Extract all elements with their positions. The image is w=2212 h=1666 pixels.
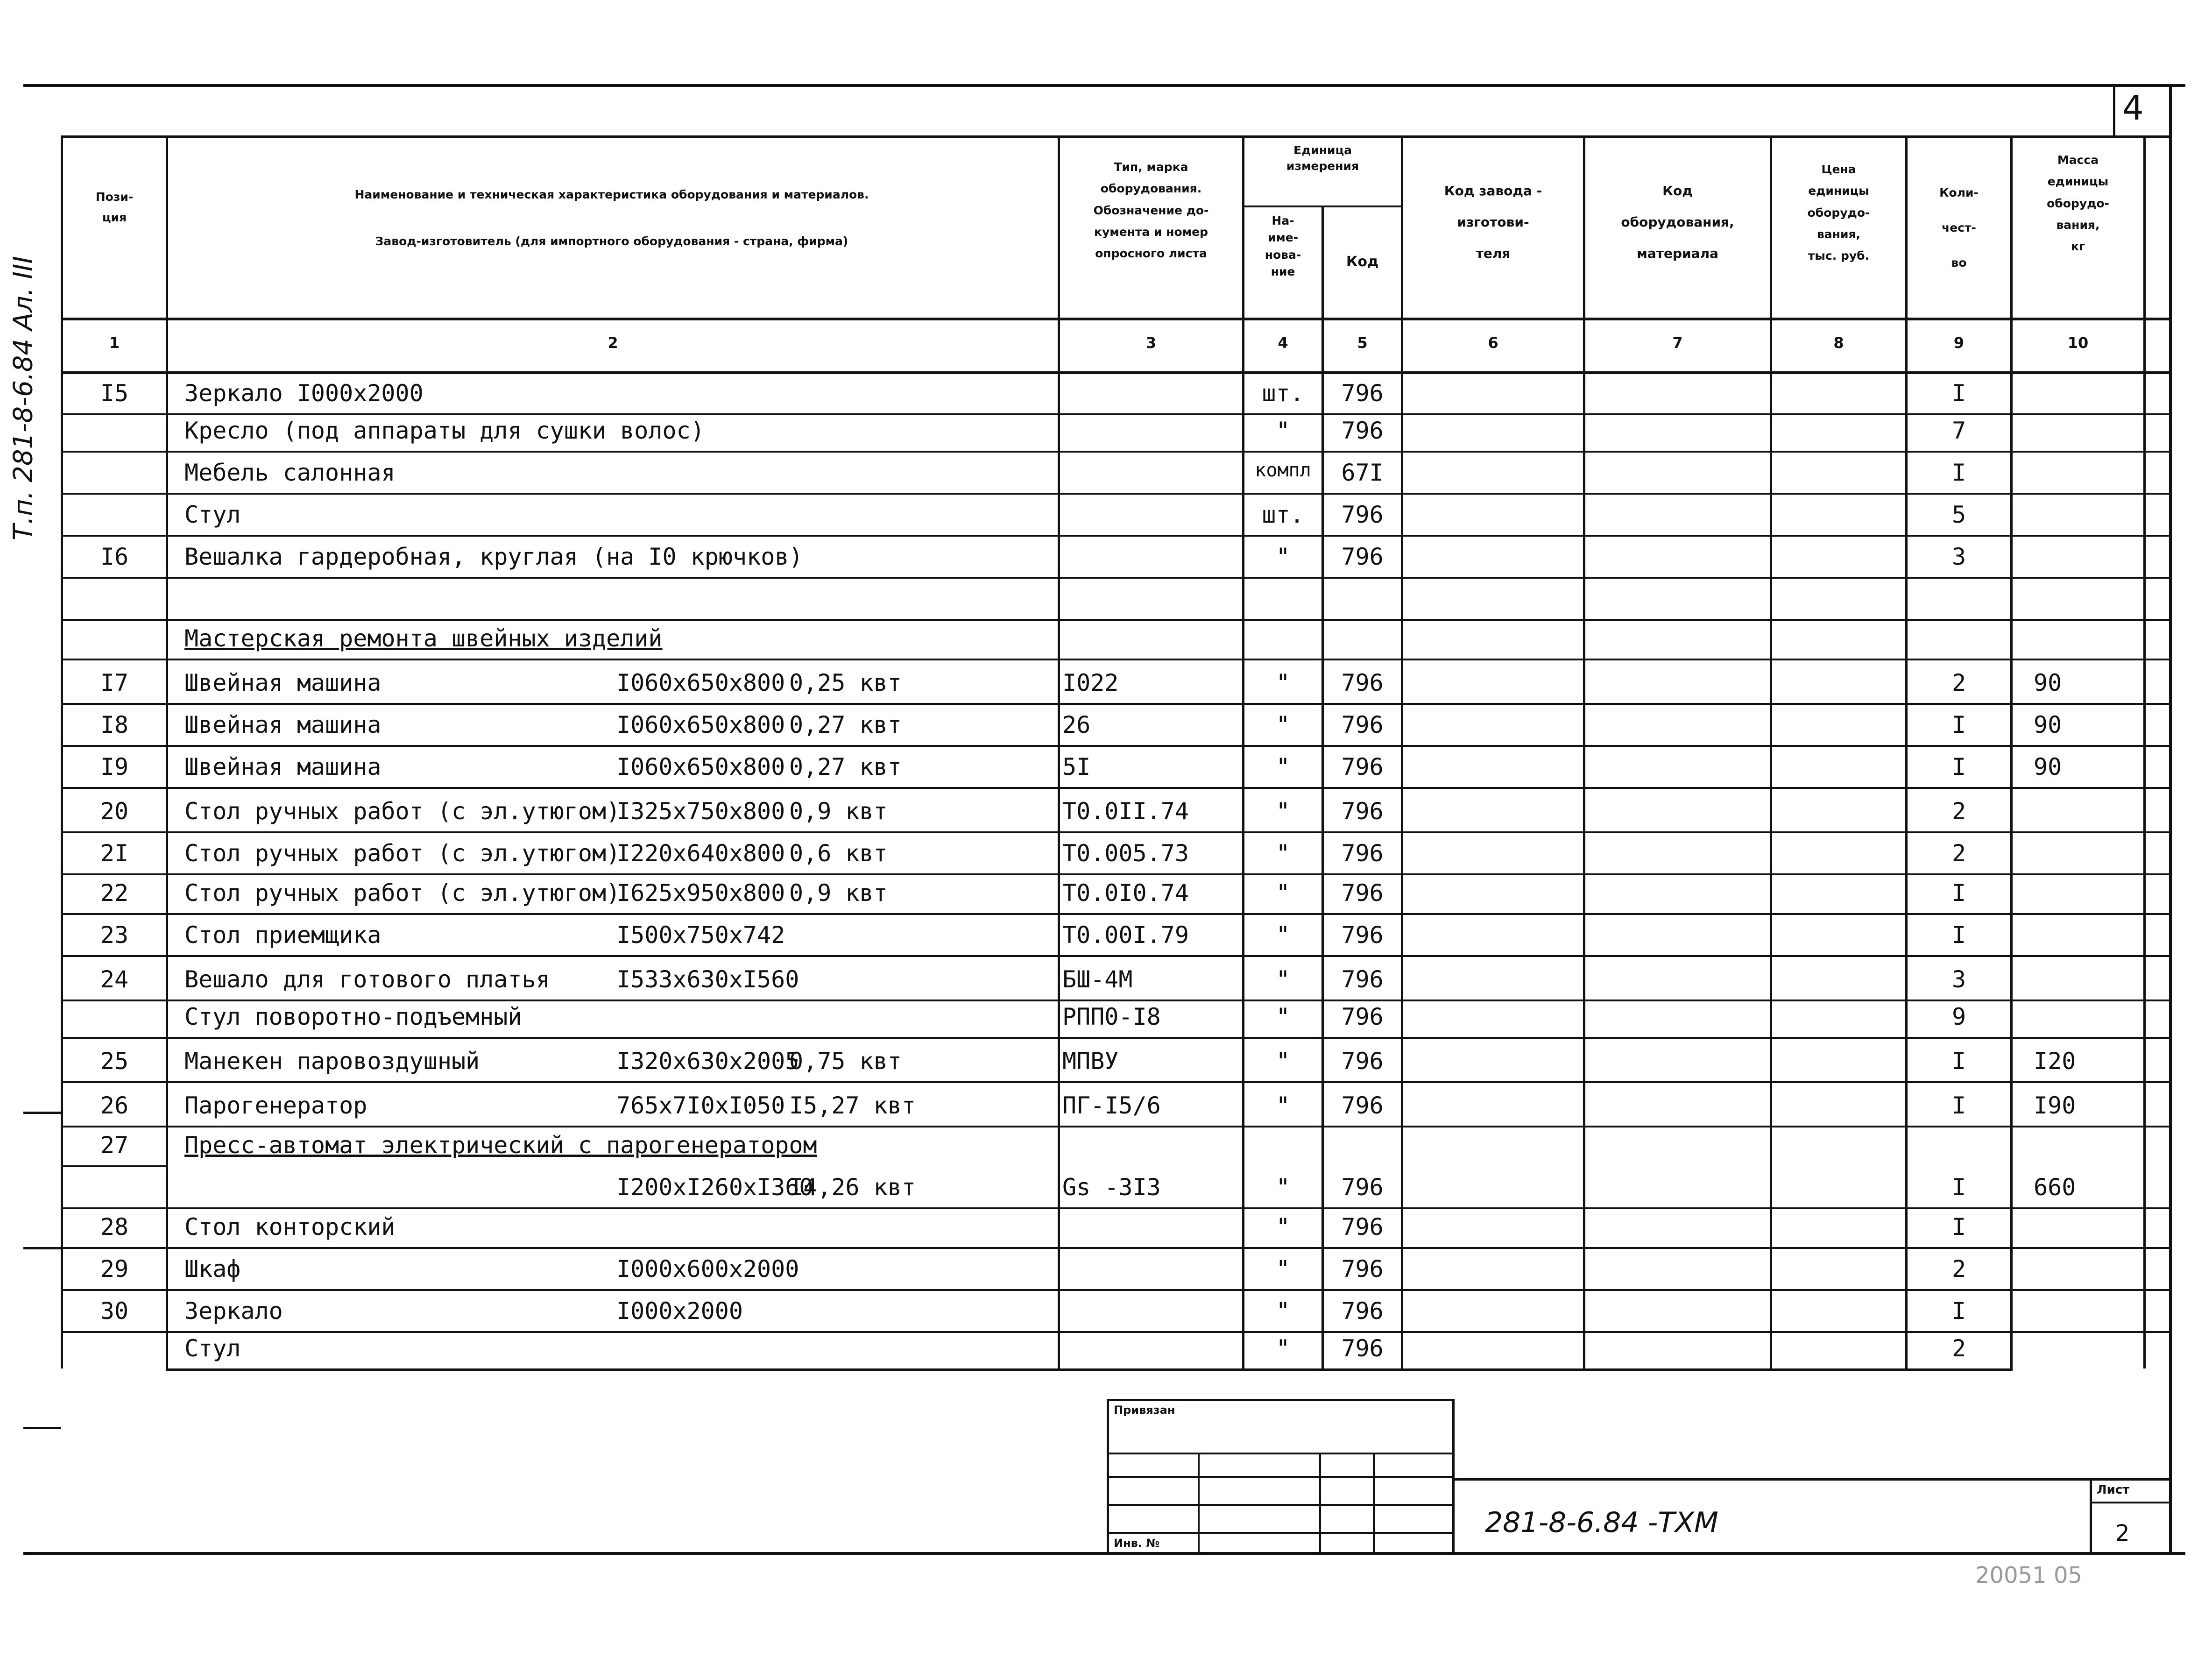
bottom-number: 20051 05	[1975, 1562, 2083, 1588]
cell-power: 0,27 квт	[789, 753, 902, 780]
colnum-bottom	[61, 371, 2171, 374]
cell-name: Швейная машина	[184, 711, 382, 738]
col-border	[2143, 135, 2146, 1368]
colnum: 4	[1278, 334, 1288, 352]
colnum: 7	[1672, 334, 1683, 352]
cell-unit: "	[1276, 798, 1290, 825]
cell-dims: I060x650x800	[616, 669, 785, 696]
cell-power: 0,25 квт	[789, 669, 902, 696]
colnum: 9	[1953, 334, 1965, 352]
row-divider	[61, 1081, 2171, 1083]
row-divider	[61, 619, 2171, 621]
cell-pos: I9	[100, 753, 129, 780]
cell-name: Стол ручных работ (с эл.утюгом)	[184, 840, 621, 867]
cell-code: 796	[1341, 1048, 1384, 1075]
cell-name: Вешалка гардеробная, круглая (на I0 крючков)	[184, 543, 803, 570]
cell-pos: 30	[100, 1297, 129, 1325]
cell-code: 796	[1341, 879, 1384, 907]
cell-type: Т0.00I.79	[1062, 922, 1189, 949]
cell-qty: I	[1951, 1213, 1966, 1241]
cell-power: I4,26 квт	[789, 1174, 916, 1201]
cell-code: 796	[1341, 417, 1384, 444]
cell-type: 26	[1062, 711, 1091, 738]
cell-pos: 28	[100, 1213, 129, 1241]
cell-type: Т0.0I0.74	[1062, 879, 1189, 907]
table-top	[61, 135, 2171, 138]
cell-pos: 27	[100, 1132, 129, 1159]
cell-code: 796	[1341, 922, 1384, 949]
cell-unit: "	[1276, 922, 1290, 949]
cell-code: 796	[1341, 798, 1384, 825]
cell-qty: I	[1951, 1174, 1966, 1201]
row-divider	[61, 787, 2171, 789]
cell-pos: 20	[100, 798, 129, 825]
frame-left	[61, 135, 63, 1368]
cell-name: Швейная машина	[184, 669, 382, 696]
cell-mass: 90	[2034, 711, 2062, 738]
cell-pos: 26	[100, 1092, 129, 1119]
row-divider	[61, 831, 2171, 833]
cell-type: 5I	[1062, 753, 1091, 780]
cell-pos: 22	[100, 879, 129, 907]
cell-qty: I	[1951, 1048, 1966, 1075]
cell-name: Стол конторский	[184, 1213, 396, 1241]
stamp-line	[2090, 1502, 2171, 1503]
cell-pos: 23	[100, 922, 129, 949]
header-mass: Масса единицы оборудо- вания, кг	[2047, 153, 2109, 253]
header-name-line2: Завод-изготовитель (для импортного оборудования - страна, фирма)	[375, 234, 848, 248]
table-bottom	[166, 1368, 2013, 1371]
sheet-number: 2	[2115, 1520, 2130, 1546]
cell-dims: I220x640x800	[616, 840, 785, 867]
stamp-line	[1107, 1532, 1455, 1534]
cell-qty: I	[1951, 879, 1966, 907]
cell-code: 796	[1341, 1174, 1384, 1201]
row-divider	[61, 1247, 2171, 1249]
cell-qty: I	[1951, 1092, 1966, 1119]
row-divider	[61, 745, 2171, 747]
cell-dims: I060x650x800	[616, 753, 785, 780]
row-divider	[61, 1000, 2171, 1001]
cell-dims: I500x750x742	[616, 922, 785, 949]
cell-code: 796	[1341, 1335, 1384, 1362]
document-code: 281-8-6.84 -ТХМ	[1485, 1506, 1718, 1539]
stamp-line	[1107, 1399, 1455, 1401]
stamp-line	[1107, 1476, 1455, 1478]
cell-name: Швейная машина	[184, 753, 382, 780]
cell-unit: "	[1276, 1003, 1290, 1030]
cell-type: БШ-4М	[1062, 966, 1133, 993]
cell-name: Вешало для готового платья	[184, 966, 550, 993]
cell-qty: I	[1951, 380, 1966, 407]
row-divider	[61, 1165, 168, 1167]
cell-qty: 3	[1951, 966, 1966, 993]
cell-mass: 660	[2034, 1174, 2076, 1201]
side-stamp: Т.п. 281-8-6.84 Ал. III	[8, 256, 39, 540]
col-border	[1770, 135, 1772, 1368]
cell-dims: I625x950x800	[616, 879, 785, 907]
cell-power: 0,6 квт	[789, 840, 888, 867]
cell-qty: 9	[1951, 1003, 1966, 1030]
row-divider	[61, 451, 2171, 453]
cell-name: Стол ручных работ (с эл.утюгом)	[184, 798, 621, 825]
cell-code: 796	[1341, 501, 1384, 528]
edge-tick	[23, 1427, 61, 1429]
units-subheader-line	[1244, 206, 1403, 207]
cell-unit: "	[1276, 966, 1290, 993]
stamp-line	[2090, 1478, 2092, 1553]
cell-dims: I320x630x2005	[616, 1048, 799, 1075]
cell-dims: I000x2000	[616, 1297, 743, 1325]
edge-tick	[23, 1112, 61, 1114]
cell-type: Gs -3I3	[1062, 1174, 1161, 1201]
cell-pos: I5	[100, 380, 129, 407]
row-divider	[61, 577, 2171, 579]
frame-top	[23, 84, 2185, 87]
col-border	[2010, 135, 2013, 1368]
cell-code: 796	[1341, 380, 1384, 407]
row-divider	[61, 1331, 2171, 1333]
cell-power: 0,9 квт	[789, 879, 888, 907]
cell-qty: 2	[1951, 669, 1966, 696]
cell-pos: I8	[100, 711, 129, 738]
cell-power: 0,9 квт	[789, 798, 888, 825]
header-unit-group: Единица измерения	[1286, 143, 1359, 173]
cell-qty: I	[1951, 459, 1966, 486]
cell-mass: 90	[2034, 753, 2062, 780]
row-divider	[61, 873, 2171, 875]
cell-name: Парогенератор	[184, 1092, 367, 1119]
cell-name: Стул	[184, 1335, 241, 1362]
cell-unit: шт.	[1262, 380, 1304, 407]
cell-power: 0,27 квт	[789, 711, 902, 738]
cell-unit: "	[1276, 1213, 1290, 1241]
stamp-line	[1452, 1399, 1455, 1553]
cell-code: 796	[1341, 1213, 1384, 1241]
stamp-line	[1107, 1399, 1109, 1553]
stamp-line	[1107, 1504, 1455, 1506]
col-border	[1058, 135, 1060, 1368]
cell-name: Манекен паровоздушный	[184, 1048, 480, 1075]
cell-unit: компл	[1255, 460, 1311, 481]
cell-type: ПГ-I5/6	[1062, 1092, 1161, 1119]
cell-power: 0,75 квт	[789, 1048, 902, 1075]
row-divider	[61, 535, 2171, 537]
cell-type: I022	[1062, 669, 1119, 696]
col-border	[1583, 135, 1585, 1368]
cell-pos: 29	[100, 1255, 129, 1283]
cell-qty: I	[1951, 753, 1966, 780]
tied-label: Привязан	[1114, 1404, 1175, 1417]
cell-qty: 2	[1951, 840, 1966, 867]
row-divider	[61, 1289, 2171, 1291]
cell-qty: I	[1951, 711, 1966, 738]
cell-mass: I20	[2034, 1048, 2076, 1075]
header-price: Цена единицы оборудо- вания, тыс. руб.	[1807, 163, 1870, 262]
cell-dims: I533x630xI560	[616, 966, 799, 993]
stamp-line	[1198, 1453, 1200, 1553]
row-divider	[61, 1207, 2171, 1209]
colnum: 5	[1357, 334, 1368, 352]
cell-code: 796	[1341, 1092, 1384, 1119]
page-number: 4	[2122, 88, 2144, 128]
cell-qty: I	[1951, 922, 1966, 949]
cell-name: Кресло (под аппараты для сушки волос)	[184, 417, 705, 444]
stamp-line	[1452, 1478, 2171, 1481]
cell-code: 796	[1341, 711, 1384, 738]
frame-bottom	[23, 1552, 2185, 1555]
cell-dims: 765x7I0xI050	[616, 1092, 785, 1119]
cell-unit: "	[1276, 669, 1290, 696]
header-equipment-code: Код оборудования, материала	[1621, 183, 1734, 262]
row-divider	[61, 955, 2171, 957]
cell-unit: "	[1276, 417, 1290, 444]
cell-pos: 2I	[100, 840, 129, 867]
header-type: Тип, марка оборудования. Обозначение до- кумента и номер опросного листа	[1093, 160, 1209, 260]
cell-name: Зеркало I000x2000	[184, 380, 424, 407]
cell-qty: 2	[1951, 798, 1966, 825]
col-border	[1401, 135, 1403, 1368]
row-divider	[61, 493, 2171, 495]
sheet-label: Лист	[2097, 1483, 2130, 1497]
row-divider	[61, 913, 2171, 915]
cell-name: Пресс-автомат электрический с парогенератором	[184, 1132, 817, 1159]
colnum: 6	[1488, 334, 1498, 352]
cell-name: Зеркало	[184, 1297, 283, 1325]
cell-name: Стол ручных работ (с эл.утюгом)	[184, 879, 621, 907]
cell-code: 796	[1341, 840, 1384, 867]
cell-name: Мастерская ремонта швейных изделий	[184, 625, 663, 652]
cell-unit: "	[1276, 879, 1290, 907]
header-position: Пози- ция	[95, 190, 134, 224]
cell-dims: I200xI260xI360	[616, 1174, 813, 1201]
cell-unit: "	[1276, 1048, 1290, 1075]
cell-type: Т0.0II.74	[1062, 798, 1189, 825]
cell-name: Мебель салонная	[184, 459, 396, 486]
cell-mass: I90	[2034, 1092, 2076, 1119]
row-divider	[61, 659, 2171, 660]
cell-code: 796	[1341, 543, 1384, 570]
header-unit-code: Код	[1346, 254, 1379, 270]
cell-code: 67I	[1341, 459, 1384, 486]
cell-qty: 7	[1951, 417, 1966, 444]
row-divider	[61, 1126, 2171, 1127]
cell-unit: "	[1276, 711, 1290, 738]
cell-code: 796	[1341, 1297, 1384, 1325]
cell-qty: 2	[1951, 1335, 1966, 1362]
col-border	[166, 135, 168, 1368]
cell-pos: I6	[100, 543, 129, 570]
cell-code: 796	[1341, 669, 1384, 696]
stamp-line	[1373, 1453, 1375, 1553]
cell-name: Стул поворотно-подъемный	[184, 1003, 522, 1030]
cell-qty: 2	[1951, 1255, 1966, 1283]
cell-unit: "	[1276, 1092, 1290, 1119]
cell-unit: "	[1276, 1335, 1290, 1362]
edge-tick	[23, 1247, 61, 1249]
cell-pos: 24	[100, 966, 129, 993]
cell-pos: 25	[100, 1048, 129, 1075]
cell-qty: 5	[1951, 501, 1966, 528]
cell-unit: "	[1276, 1255, 1290, 1283]
cell-power: I5,27 квт	[789, 1092, 916, 1119]
cell-unit: "	[1276, 753, 1290, 780]
cell-unit: "	[1276, 543, 1290, 570]
cell-name: Шкаф	[184, 1255, 241, 1283]
cell-type: РПП0-I8	[1062, 1003, 1161, 1030]
cell-qty: 3	[1951, 543, 1966, 570]
cell-dims: I000x600x2000	[616, 1255, 799, 1283]
row-divider	[61, 413, 2171, 415]
colnum: 10	[2067, 334, 2089, 352]
cell-qty: I	[1951, 1297, 1966, 1325]
cell-dims: I060x650x800	[616, 711, 785, 738]
header-name-line1: Наименование и техническая характеристика оборудования и материалов.	[354, 188, 869, 201]
cell-type: МПВУ	[1062, 1048, 1119, 1075]
inventory-label: Инв. №	[1114, 1537, 1160, 1550]
cell-pos: I7	[100, 669, 129, 696]
colnum: 2	[608, 334, 618, 352]
cell-dims: I325x750x800	[616, 798, 785, 825]
cell-code: 796	[1341, 1255, 1384, 1283]
stamp-line	[1107, 1453, 1455, 1454]
colnum: 8	[1833, 334, 1844, 352]
header-maker-code: Код завода - изготови- теля	[1444, 183, 1542, 262]
cell-code: 796	[1341, 753, 1384, 780]
cell-unit: "	[1276, 1174, 1290, 1201]
cell-unit: "	[1276, 840, 1290, 867]
page-number-box-left	[2113, 84, 2115, 135]
cell-type: Т0.005.73	[1062, 840, 1189, 867]
cell-name: Стул	[184, 501, 241, 528]
cell-code: 796	[1341, 966, 1384, 993]
stamp-line	[1319, 1453, 1321, 1553]
cell-unit: "	[1276, 1297, 1290, 1325]
header-bottom	[61, 318, 2171, 320]
cell-code: 796	[1341, 1003, 1384, 1030]
header-quantity: Коли- чест- во	[1939, 186, 1979, 269]
header-unit-name: На- име- нова- ние	[1265, 214, 1301, 278]
cell-unit: шт.	[1262, 501, 1304, 528]
row-divider	[61, 703, 2171, 705]
colnum: 1	[109, 334, 120, 352]
cell-name: Стол приемщика	[184, 922, 382, 949]
row-divider	[61, 1037, 2171, 1039]
cell-mass: 90	[2034, 669, 2062, 696]
colnum: 3	[1145, 334, 1157, 352]
